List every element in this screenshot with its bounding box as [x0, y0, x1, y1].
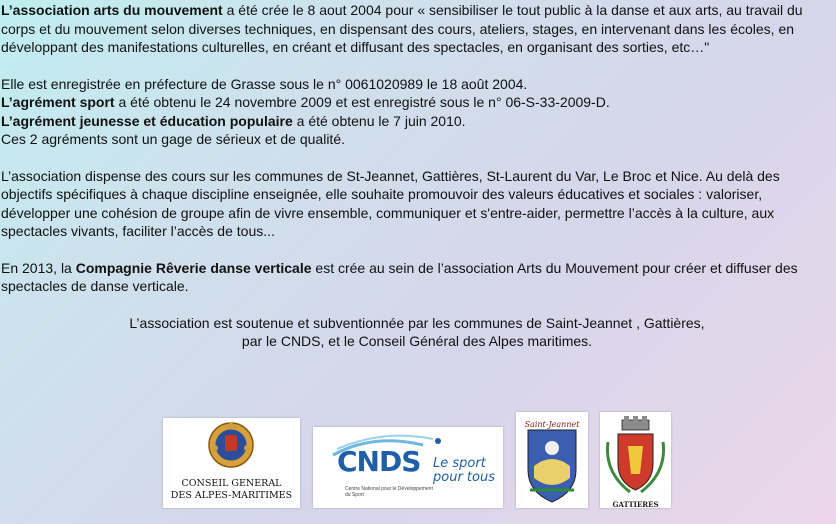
- cnds-full-name: Centre National pour le Développement du Sport: [345, 486, 433, 498]
- company-name: Compagnie Rêverie danse verticale: [75, 259, 312, 276]
- gattieres-shield-icon: [600, 412, 671, 508]
- cnds-tag-line1: Le sport: [433, 456, 486, 471]
- company-post: est crée au sein de l’association Arts du Mouvement pour créer et diffuser des spectacles de danse verticale.: [1, 259, 798, 294]
- saint-jeannet-shield-icon: [516, 412, 588, 508]
- support-line-2: par le CNDS, et le Conseil Général des Alpes maritimes.: [241, 333, 593, 349]
- cg-name-line1: CONSEIL GENERAL: [181, 478, 282, 489]
- cg-name-line2: DES ALPES-MARITIMES: [170, 490, 293, 501]
- sport-approval-label: L’agrément sport: [1, 94, 115, 110]
- registration-line: Elle est enregistrée en préfecture de Grasse sous le n° 0061020989 le 18 août 2004.: [1, 75, 528, 92]
- gattieres-logo: [600, 412, 671, 508]
- cnds-tagline: [433, 457, 495, 485]
- cnds-tag-line2: pour tous: [433, 470, 495, 485]
- youth-approval-label: L’agrément jeunesse et éducation populaire: [1, 112, 293, 129]
- cnds-name: CNDS: [337, 445, 421, 478]
- association-name: L’association arts du mouvement: [1, 2, 223, 18]
- courses-paragraph: L’association dispense des cours sur les communes de St-Jeannet, Gattières, St-Laurent du Var, Le Broc et Nice. Au delà des objectifs spécifiques à chaque discipline enseignée, elle souhaite promouvoir des valeurs éducatives et sociales : valoriser, développer une cohésion de groupe afin de vivre ensemble, communiquer et s'entre-aider, permettre l’accès à la culture, aux spectacles vivants, faciliter l’accès de tous...: [1, 167, 780, 239]
- conseil-general-logo: [163, 418, 300, 508]
- approvals-note: Ces 2 agréments sont un gage de sérieux et de qualité.: [1, 131, 345, 147]
- support-line-1: L’association est soutenue et subventionnée par les communes de Saint-Jeannet , Gattières,: [129, 314, 705, 331]
- company-pre: En 2013, la: [1, 259, 76, 276]
- sport-approval-text: a été obtenu le 24 novembre 2009 et est enregistré sous le n° 06-S-33-2009-D.: [114, 94, 610, 110]
- intro-text: a été crée le 8 aout 2004 pour « sensibiliser le tout public à la danse et aux arts, au travail du corps et du mouvement selon diverses techniques, en dispensant des cours, ateliers, stages, en intervenant dans les écoles, en développant des manifestations culturelles, en créant et diffusant des spectacles, en organisant des sorties, etc…": [1, 2, 803, 55]
- saint-jeannet-name: Saint-Jeannet: [524, 420, 580, 429]
- saint-jeannet-logo: [516, 412, 588, 508]
- coat-of-arms-icon: [163, 418, 300, 478]
- gattieres-name: GATTIERES: [612, 500, 659, 509]
- cnds-logo: [313, 427, 503, 508]
- youth-approval-text: a été obtenu le 7 juin 2010.: [292, 112, 466, 129]
